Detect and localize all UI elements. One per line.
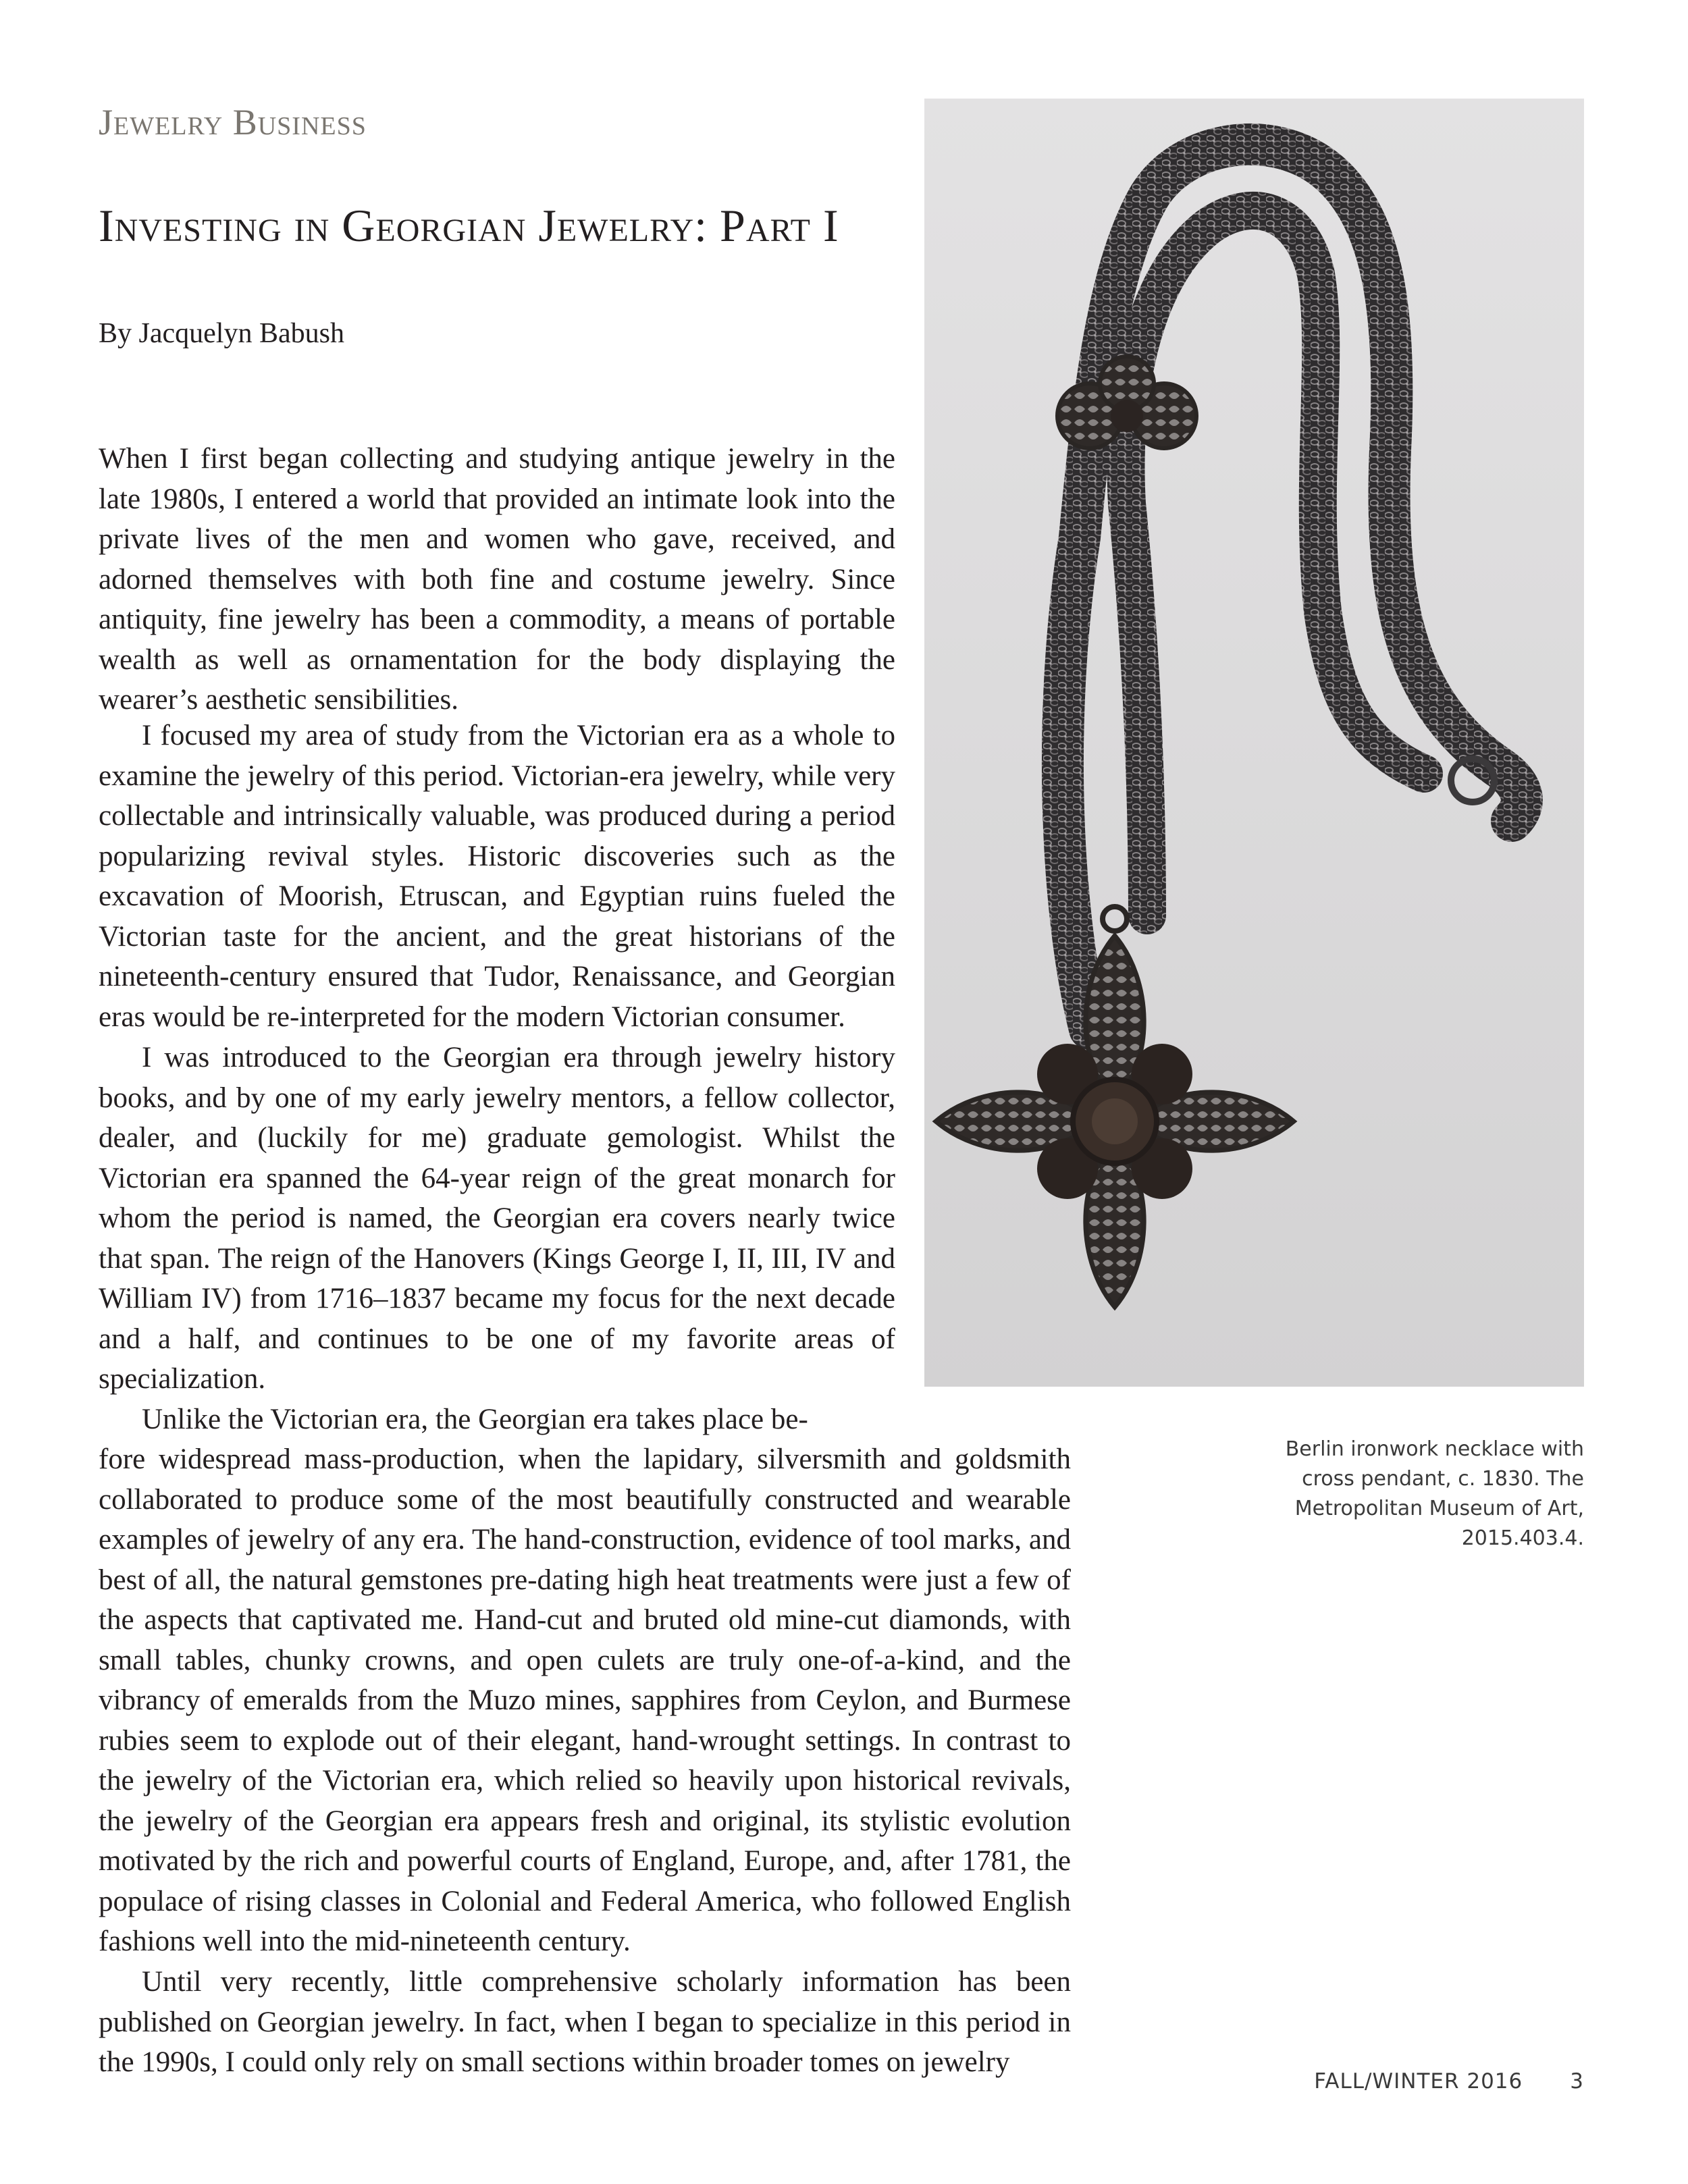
paragraph-2: I focused my area of study from the Victorian era as a whole to examine the jewelry of this period. Victorian-era jewelry, while very collectable and intrinsically valuable, was produced during a period popularizing revival styles. Historic discoveries such as the excavation of Moorish, Etruscan, and Egyptian ruins fueled the Victorian taste for the ancient, and the great historians of the nineteenth-century ensured that Tudor, Renaissance, and Georgian eras would be re-interpreted for the modern Victorian consumer.: [99, 720, 895, 1033]
page-footer: [1314, 2069, 1584, 2094]
photo-caption: Berlin ironwork necklace with cross pendant, c. 1830. The Metropolitan Museum of Art, 2015.403.4.: [1285, 1437, 1584, 1550]
paragraph-4-start: Unlike the Victorian era, the Georgian era takes place be-: [142, 1404, 808, 1435]
byline: By Jacquelyn Babush: [99, 318, 344, 349]
section-heading: Jewelry Business: [99, 102, 367, 142]
issue-label: FALL/WINTER 2016: [1314, 2069, 1523, 2094]
paragraph-3: I was introduced to the Georgian era through jewelry history books, and by one of my early jewelry mentors, a fellow collector, dealer, and (luckily for me) graduate gemologist. Whilst the Victorian era spanned the 64-year reign of the great monarch for whom the period is named, the Georgian era covers nearly twice that span. The reign of the Hanovers (Kings George I, II, III, IV and William IV) from 1716–1837 became my focus for the next decade and a half, and continues to be one of my favorite areas of specialization.: [99, 1042, 895, 1395]
paragraph-5: Until very recently, little comprehensive scholarly information has been published on Georgian jewelry. In fact, when I began to specialize in this period in the 1990s, I could only rely on small sections within broader tomes on jewelry: [99, 1966, 1071, 2078]
article-title: Investing in Georgian Jewelry: Part I: [99, 200, 839, 251]
paragraph-1: When I first began collecting and studying antique jewelry in the late 1980s, I entered a world that provided an intimate look into the private lives of the men and women who gave, received, and adorned themselves with both fine and costume jewelry. Since antiquity, fine jewelry has been a commodity, a means of portable wealth as well as ornamentation for the body displaying the wearer’s aesthetic sensibilities.: [99, 443, 895, 716]
paragraph-4-continued: fore widespread mass-production, when the lapidary, silversmith and goldsmith collaborated to produce some of the most beautifully constructed and wearable examples of jewelry of any era. The hand-construction, evidence of tool marks, and best of all, the natural gemstones pre-dating high heat treatments were just a few of the aspects that captivated me. Hand-cut and bruted old mine-cut diamonds, with small tables, chunky crowns, and open culets are truly one-of-a-kind, and the vibrancy of emeralds from the Muzo mines, sapphires from Ceylon, and Burmese rubies seem to explode out of their elegant, hand-wrought settings. In contrast to the jewelry of the Victorian era, which relied so heavily upon historical revivals, the jewelry of the Georgian era appears fresh and original, its stylistic evolution motivated by the rich and powerful courts of England, Europe, and, after 1781, the populace of rising classes in Colonial and Federal America, who followed English fashions well into the mid-nineteenth century.: [99, 1443, 1071, 1957]
necklace-photo: [924, 99, 1584, 1387]
page-number: 3: [1570, 2069, 1584, 2094]
